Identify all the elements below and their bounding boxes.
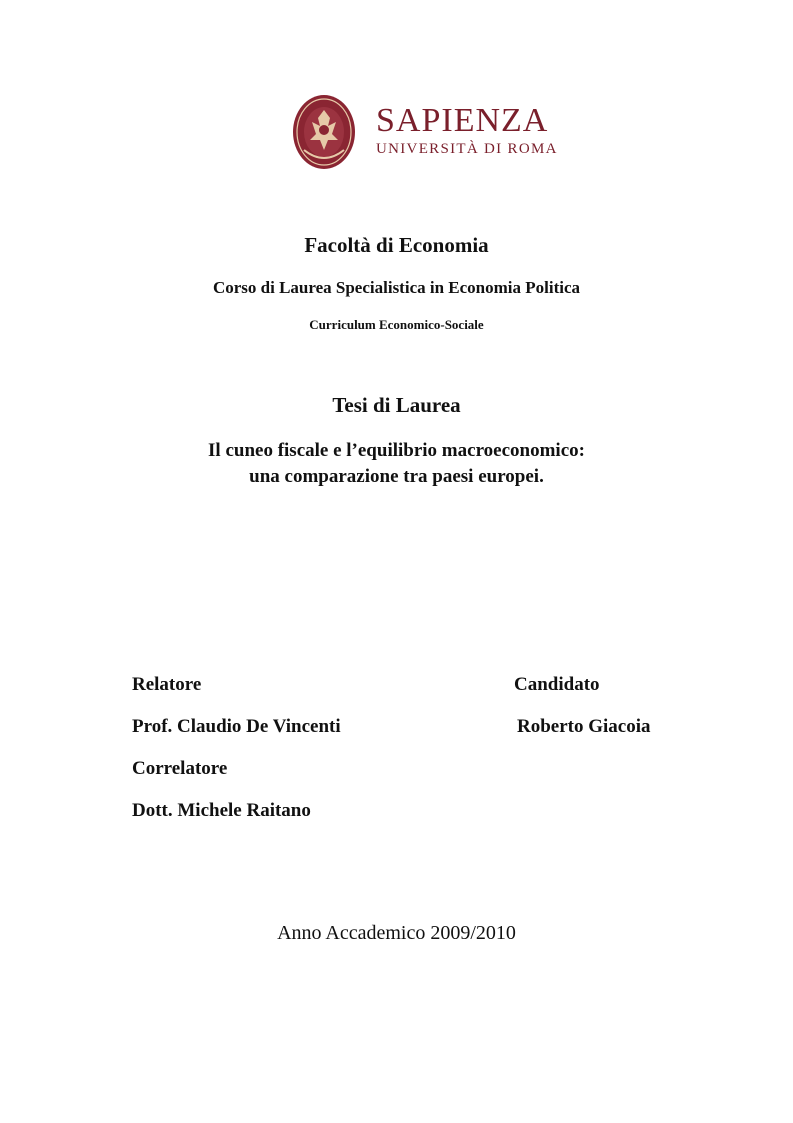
- university-name: SAPIENZA: [376, 102, 549, 139]
- thesis-title-line-1: Il cuneo fiscale e l’equilibrio macroeconomico:: [208, 440, 585, 461]
- faculty-title: Facoltà di Economia: [304, 233, 489, 257]
- curriculum-title: Curriculum Economico-Sociale: [309, 317, 484, 332]
- university-subtitle: UNIVERSITÀ DI ROMA: [376, 141, 558, 157]
- thesis-title: [0, 438, 793, 490]
- candidato-label: Candidato: [514, 674, 600, 695]
- correlatore-label: Correlatore: [132, 758, 228, 779]
- relatore-label: Relatore: [132, 674, 202, 695]
- thesis-title-line-2: una comparazione tra paesi europei.: [249, 466, 544, 487]
- academic-year: Anno Accademico 2009/2010: [277, 922, 516, 944]
- candidato-name: Roberto Giacoia: [517, 716, 651, 737]
- relatore-name: Prof. Claudio De Vincenti: [132, 716, 341, 737]
- course-title: Corso di Laurea Specialistica in Economia Politica: [212, 278, 581, 297]
- university-wordmark: [376, 101, 558, 157]
- thesis-label: Tesi di Laurea: [332, 393, 461, 417]
- university-logo: [292, 94, 558, 172]
- correlatore-name: Dott. Michele Raitano: [132, 800, 311, 821]
- university-seal-icon: [292, 94, 356, 170]
